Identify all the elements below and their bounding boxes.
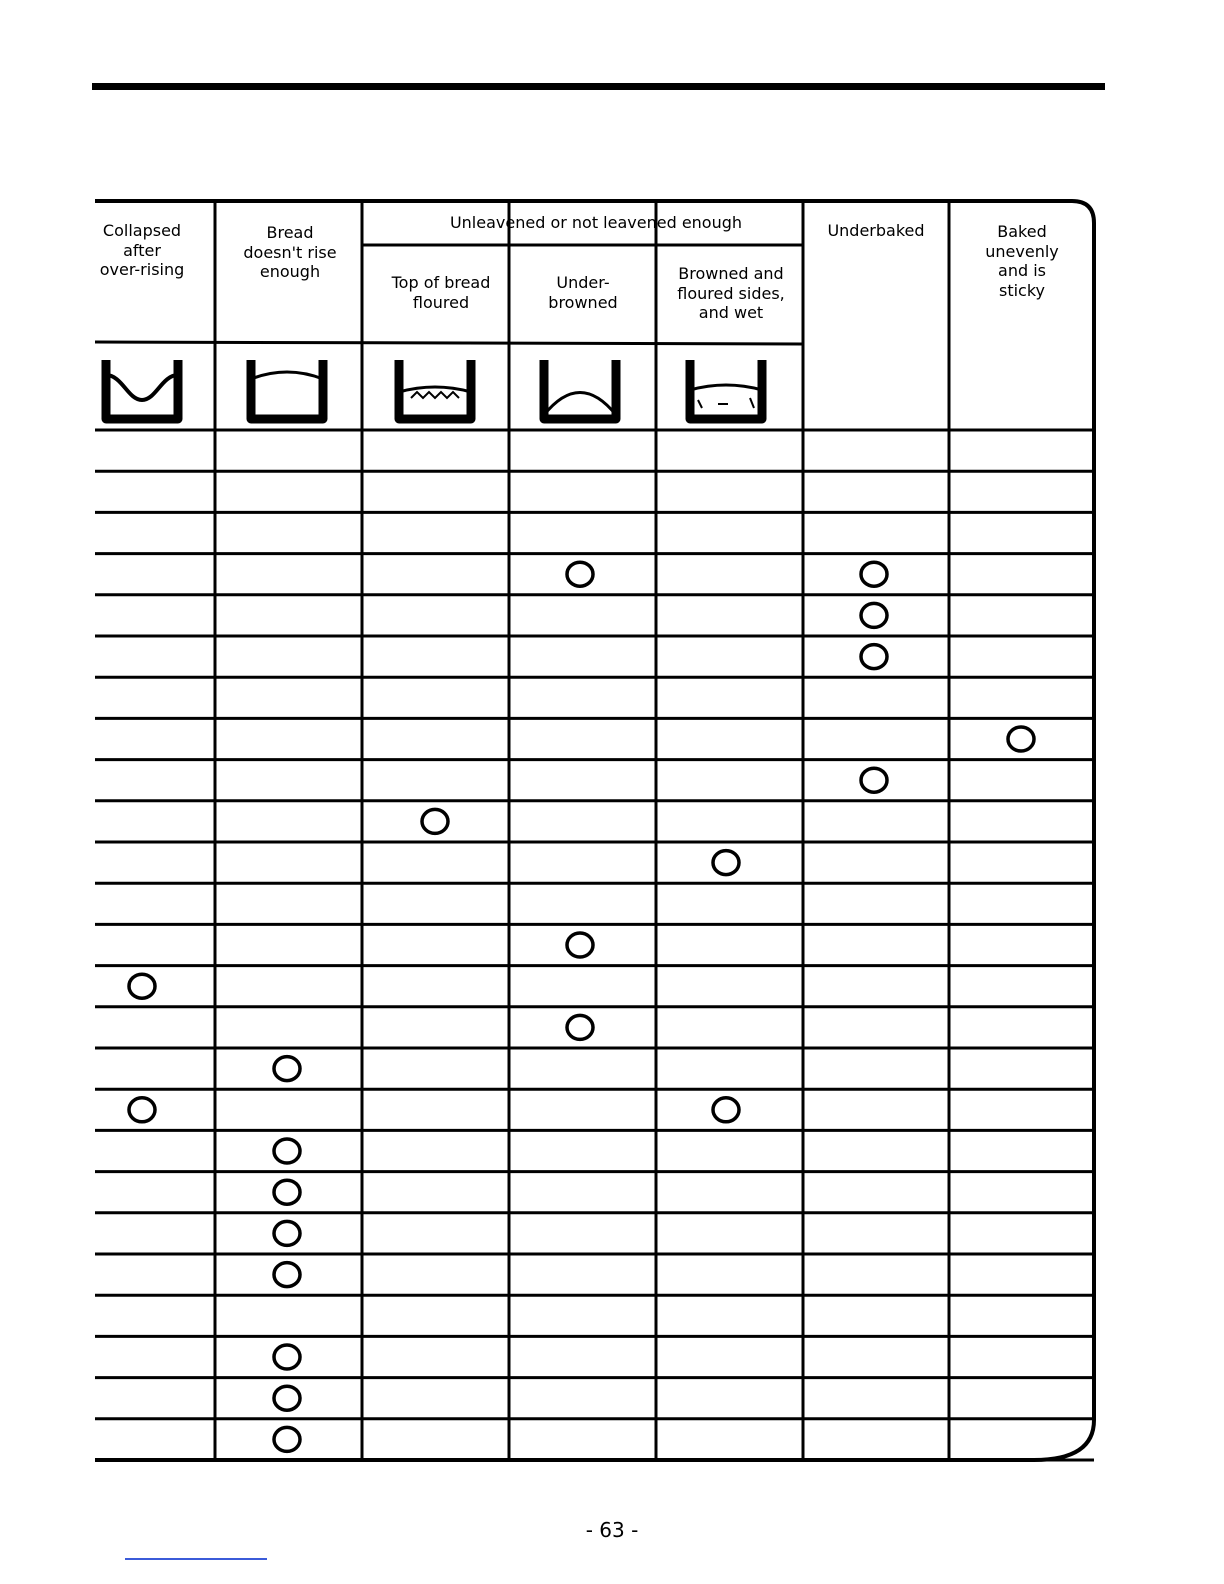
- bottom-underline: [125, 1558, 267, 1560]
- mark-doesnt-rise-row-20: [274, 1221, 300, 1245]
- short-loaf-icon: [251, 360, 323, 419]
- mark-doesnt-rise-row-25: [274, 1427, 300, 1451]
- mark-browned-wet-row-17: [713, 1098, 739, 1122]
- mark-underbaked-row-4: [861, 562, 887, 586]
- mark-doesnt-rise-row-19: [274, 1180, 300, 1204]
- mark-doesnt-rise-row-21: [274, 1263, 300, 1287]
- mark-collapsed-row-17: [129, 1098, 155, 1122]
- table-outer-border: [95, 201, 1094, 1460]
- header-baked-unevenly-sticky: Baked unevenly and is sticky: [985, 222, 1059, 300]
- header-bread-doesnt-rise-enough: Bread doesn't rise enough: [243, 223, 337, 281]
- mark-underbrowned-row-13: [567, 933, 593, 957]
- mark-doesnt-rise-row-18: [274, 1139, 300, 1163]
- mark-doesnt-rise-row-24: [274, 1386, 300, 1410]
- mark-browned-wet-row-11: [713, 851, 739, 875]
- icon-row-divider: [95, 342, 803, 344]
- underbrowned-loaf-icon: [544, 360, 616, 419]
- floured-top-loaf-icon: [399, 360, 471, 419]
- mark-collapsed-row-14: [129, 974, 155, 998]
- header-underbaked: Underbaked: [827, 221, 925, 240]
- mark-underbrowned-row-4: [567, 562, 593, 586]
- page-number: - 63 -: [585, 1518, 639, 1542]
- mark-top-floured-row-10: [422, 809, 448, 833]
- header-under-browned: Under- browned: [548, 273, 618, 312]
- header-collapsed-after-over-rising: Collapsed after over-rising: [99, 221, 185, 279]
- mark-underbaked-row-5: [861, 603, 887, 627]
- mark-doesnt-rise-row-23: [274, 1345, 300, 1369]
- mark-doesnt-rise-row-16: [274, 1057, 300, 1081]
- collapsed-loaf-icon: [106, 360, 178, 419]
- mark-uneven-sticky-row-8: [1008, 727, 1034, 751]
- wet-sides-loaf-icon: [690, 360, 762, 419]
- header-unleavened-group: Unleavened or not leavened enough: [449, 213, 743, 232]
- header-top-of-bread-floured: Top of bread floured: [391, 273, 491, 312]
- mark-underbrowned-row-15: [567, 1015, 593, 1039]
- mark-underbaked-row-6: [861, 645, 887, 669]
- mark-underbaked-row-9: [861, 768, 887, 792]
- header-browned-floured-sides-wet: Browned and floured sides, and wet: [677, 264, 785, 322]
